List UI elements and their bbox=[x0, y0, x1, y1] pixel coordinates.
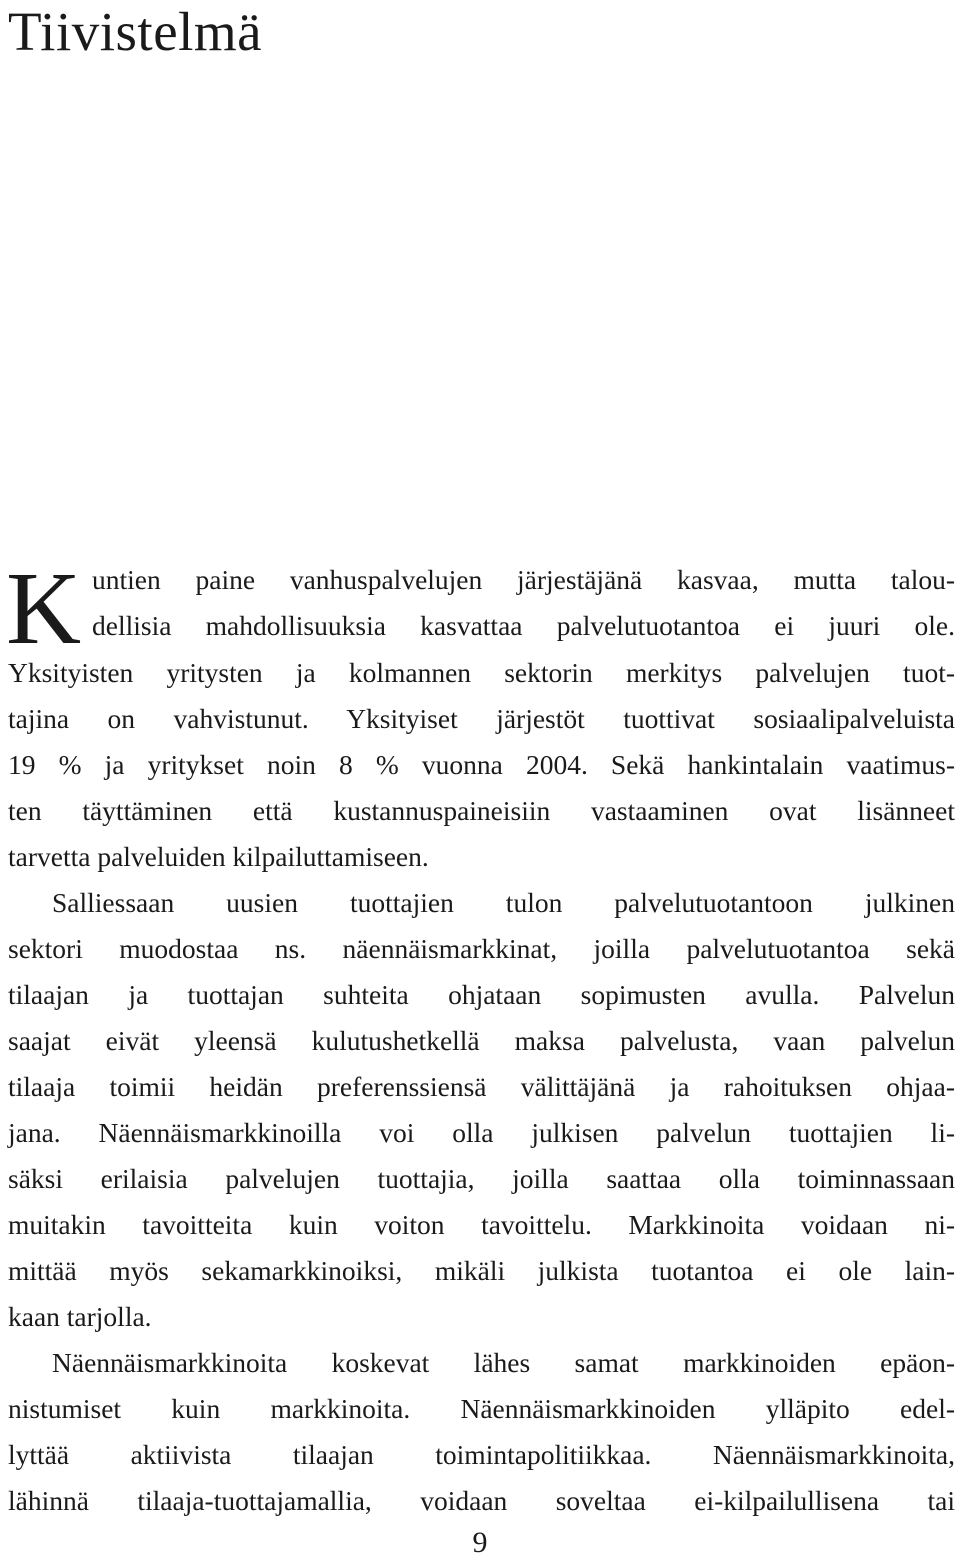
paragraph-line: jana. Näennäismarkkinoilla voi olla julkisen palvelun tuottajien li- bbox=[8, 1117, 955, 1148]
paragraph-line: Näennäismarkkinoita koskevat lähes samat markkinoiden epäon- bbox=[52, 1347, 955, 1378]
paragraph-line: tilaajan ja tuottajan suhteita ohjataan sopimusten avulla. Palvelun bbox=[8, 979, 955, 1010]
paragraph-line: tajina on vahvistunut. Yksityiset järjestöt tuottivat sosiaalipalveluista bbox=[8, 703, 955, 734]
page-number: 9 bbox=[472, 1526, 488, 1559]
paragraph-line: untien paine vanhuspalvelujen järjestäjänä kasvaa, mutta talou- bbox=[92, 564, 955, 595]
paragraph-line: nistumiset kuin markkinoita. Näennäismarkkinoiden ylläpito edel- bbox=[8, 1393, 955, 1424]
paragraph-line: saajat eivät yleensä kulutushetkellä maksa palvelusta, vaan palvelun bbox=[8, 1025, 955, 1056]
paragraph-line: tilaaja toimii heidän preferenssiensä välittäjänä ja rahoituksen ohjaa- bbox=[8, 1071, 955, 1102]
paragraph-line: Yksityisten yritysten ja kolmannen sektorin merkitys palvelujen tuot- bbox=[8, 657, 955, 688]
paragraph-line: 19 % ja yritykset noin 8 % vuonna 2004. Sekä hankintalain vaatimus- bbox=[8, 749, 955, 780]
paragraph-line: lyttää aktiivista tilaajan toimintapolitiikkaa. Näennäismarkkinoita, bbox=[8, 1439, 955, 1470]
paragraph-line: säksi erilaisia palvelujen tuottajia, joilla saattaa olla toiminnassaan bbox=[8, 1163, 955, 1194]
paragraph-line: muitakin tavoitteita kuin voiton tavoittelu. Markkinoita voidaan ni- bbox=[8, 1209, 955, 1240]
drop-cap-letter: K bbox=[6, 551, 82, 666]
paragraph-line: kaan tarjolla. bbox=[8, 1301, 152, 1332]
page-title: Tiivistelmä bbox=[8, 1, 263, 62]
paragraph-line: ten täyttäminen että kustannuspaineisiin vastaaminen ovat lisänneet bbox=[8, 795, 955, 826]
paragraph-line: lähinnä tilaaja-tuottajamallia, voidaan soveltaa ei-kilpailullisena tai bbox=[8, 1485, 955, 1516]
paragraph-line: mittää myös sekamarkkinoiksi, mikäli julkista tuotantoa ei ole lain- bbox=[8, 1255, 955, 1286]
paragraph-line: Salliessaan uusien tuottajien tulon palvelutuotantoon julkinen bbox=[52, 887, 955, 918]
paragraph-line: sektori muodostaa ns. näennäismarkkinat, joilla palvelutuotantoa sekä bbox=[8, 933, 955, 964]
paragraph-line: dellisia mahdollisuuksia kasvattaa palvelutuotantoa ei juuri ole. bbox=[92, 610, 955, 641]
paragraph-line: tarvetta palveluiden kilpailuttamiseen. bbox=[8, 841, 429, 872]
